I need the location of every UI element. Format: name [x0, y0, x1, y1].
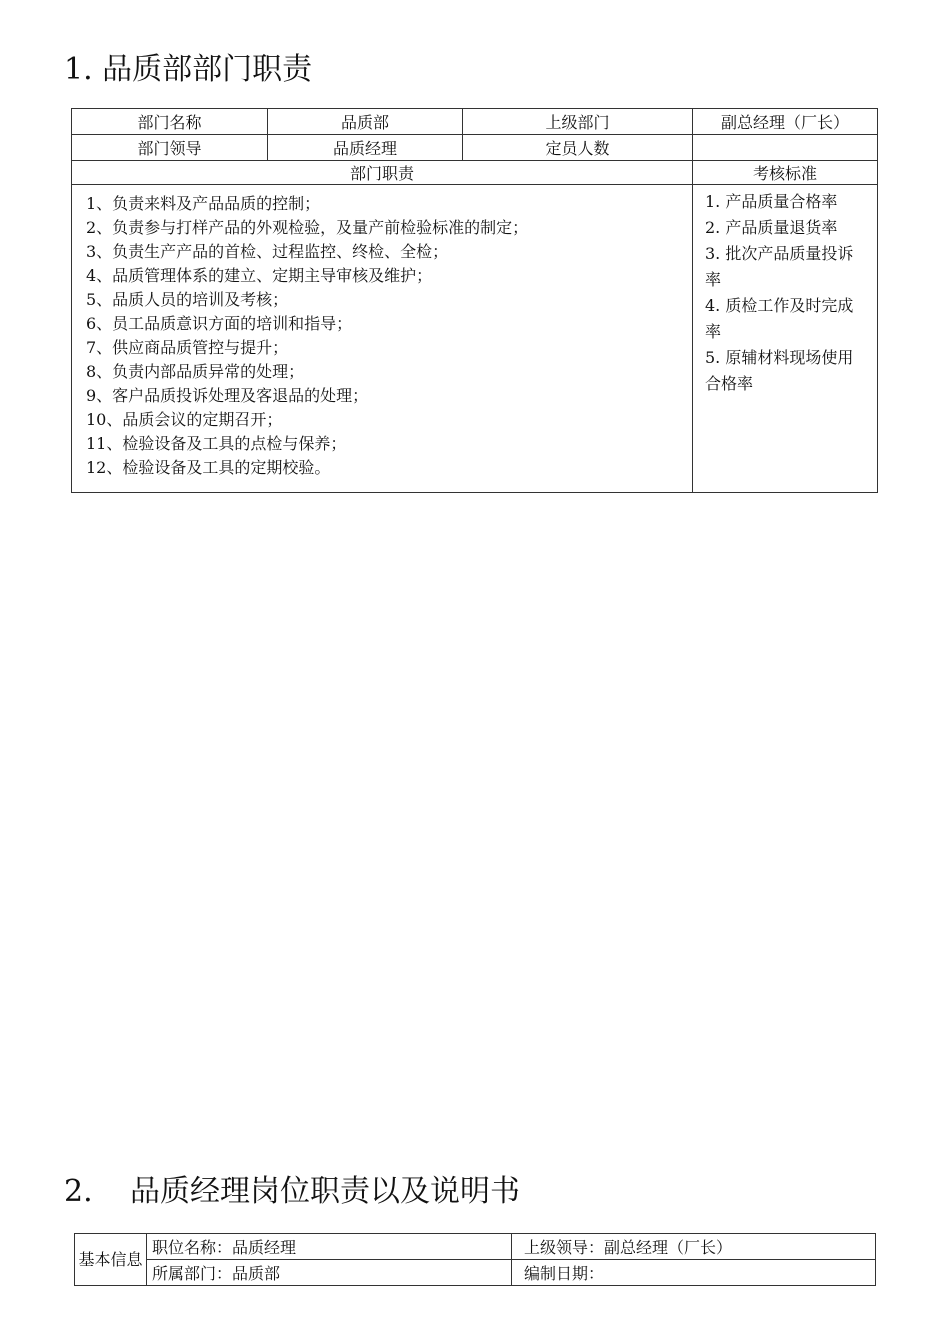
staff-count-label: 定员人数 [463, 135, 693, 161]
table-row [72, 161, 878, 185]
table-row [75, 1260, 876, 1286]
staff-count-value [693, 135, 878, 161]
superior-dept-value: 副总经理（厂长） [693, 109, 878, 135]
department-duties-table [71, 108, 878, 493]
basic-info-label: 基本信息 [75, 1234, 147, 1286]
table-row [75, 1234, 876, 1260]
duty-item: 11、检验设备及工具的点检与保养； [86, 434, 347, 453]
duty-item: 10、品质会议的定期召开； [86, 410, 283, 429]
section-2-number: 2. [64, 1174, 93, 1209]
dept-name-value: 品质部 [268, 109, 463, 135]
kpi-item: 1. 产品质量合格率 [705, 192, 838, 211]
section-1-title: 1. 品质部部门职责 [64, 52, 313, 87]
dept-leader-value: 品质经理 [268, 135, 463, 161]
table-row [72, 109, 878, 135]
duty-item: 9、客户品质投诉处理及客退品的处理； [86, 386, 369, 405]
duty-item: 3、负责生产产品的首检、过程监控、终检、全检； [86, 242, 449, 261]
section-2-title [64, 1172, 520, 1212]
dept-name-label: 部门名称 [72, 109, 268, 135]
duty-item: 6、员工品质意识方面的培训和指导； [86, 314, 353, 333]
kpi-item: 4. 质检工作及时完成率 [705, 296, 854, 341]
duty-item: 2、负责参与打样产品的外观检验，及量产前检验标准的制定； [86, 218, 529, 237]
kpi-cell [693, 185, 878, 493]
kpi-item: 5. 原辅材料现场使用合格率 [705, 348, 854, 393]
table-row [72, 185, 878, 493]
kpi-item: 2. 产品质量退货率 [705, 218, 838, 237]
department-field: 所属部门：品质部 [147, 1260, 512, 1286]
superior-dept-label: 上级部门 [463, 109, 693, 135]
duty-item: 1、负责来料及产品品质的控制； [86, 194, 321, 213]
kpi-header: 考核标准 [693, 161, 878, 185]
duties-header: 部门职责 [72, 161, 693, 185]
duty-item: 7、供应商品质管控与提升； [86, 338, 289, 357]
duty-item: 12、检验设备及工具的定期校验。 [86, 458, 331, 477]
section-2-title-text: 品质经理岗位职责以及说明书 [130, 1174, 520, 1209]
duties-cell [72, 185, 693, 493]
duty-item: 8、负责内部品质异常的处理； [86, 362, 305, 381]
duty-item: 4、品质管理体系的建立、定期主导审核及维护； [86, 266, 433, 285]
table-row [72, 135, 878, 161]
job-description-table [74, 1233, 876, 1286]
duty-item: 5、品质人员的培训及考核； [86, 290, 289, 309]
kpi-item: 3. 批次产品质量投诉率 [705, 244, 854, 289]
superior-field: 上级领导：副总经理（厂长） [512, 1234, 876, 1260]
prepared-date-field: 编制日期： [512, 1260, 876, 1286]
position-name-field: 职位名称：品质经理 [147, 1234, 512, 1260]
dept-leader-label: 部门领导 [72, 135, 268, 161]
